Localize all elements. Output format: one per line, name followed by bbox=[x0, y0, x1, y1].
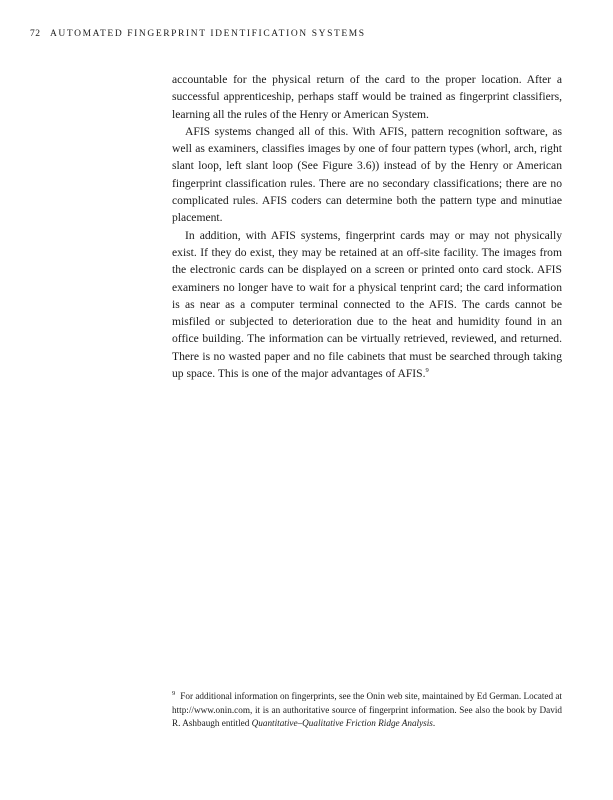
body-text bbox=[172, 71, 562, 382]
paragraph-2-text: AFIS systems changed all of this. With AFIS, pattern recognition software, as well as examiners, classifies images by one of four pattern types (whorl, arch, right slant loop, left slant loop (See Figure 3.6)) instead of by the Henry or American fingerprint classification rules. There are no secondary classifications; there are no complicated rules. AFIS coders can determine both the pattern type and minutiae placement. bbox=[172, 124, 562, 225]
footnote-book-title: Quantitative–Qualitative Friction Ridge Analysis bbox=[251, 718, 433, 729]
running-title: AUTOMATED FINGERPRINT IDENTIFICATION SYSTEMS bbox=[49, 29, 366, 39]
paragraph-1-text: accountable for the physical return of the card to the proper location. After a successful apprenticeship, perhaps staff would be trained as fingerprint classifiers, learning all the rules of the Henry or American System. bbox=[172, 73, 562, 121]
paragraph-3-text: In addition, with AFIS systems, fingerprint cards may or may not physically exist. If they do exist, they may be retained at an off-site facility. The images from the electronic cards can be displayed on a screen or printed onto card stock. AFIS examiners no longer have to wait for a physical tenprint card; the card information is as near as a computer terminal connected to the AFIS. The cards cannot be misfiled or subjected to deterioration due to the heat and humidity found in an office building. The information can be virtually retrieved, reviewed, and returned. There is no wasted paper and no file cabinets that must be searched through taking up space. This is one of the major advantages of AFIS. bbox=[172, 228, 562, 381]
footnote-text: For additional information on fingerprints, see the Onin web site, maintained by Ed German. Located at http://www.onin.com, it is an authoritative source of fingerprint information. See also the book by David R. Ashbaugh entitled bbox=[172, 691, 562, 729]
footnote-marker: 9 bbox=[172, 689, 176, 697]
footnote bbox=[172, 690, 562, 731]
running-head bbox=[30, 29, 366, 39]
page-number: 72 bbox=[30, 29, 41, 39]
paragraph-3 bbox=[172, 227, 562, 383]
footnote-end: . bbox=[432, 718, 436, 729]
paragraph-2 bbox=[172, 123, 562, 227]
paragraph-1 bbox=[172, 71, 562, 123]
footnote-reference: 9 bbox=[425, 367, 429, 375]
